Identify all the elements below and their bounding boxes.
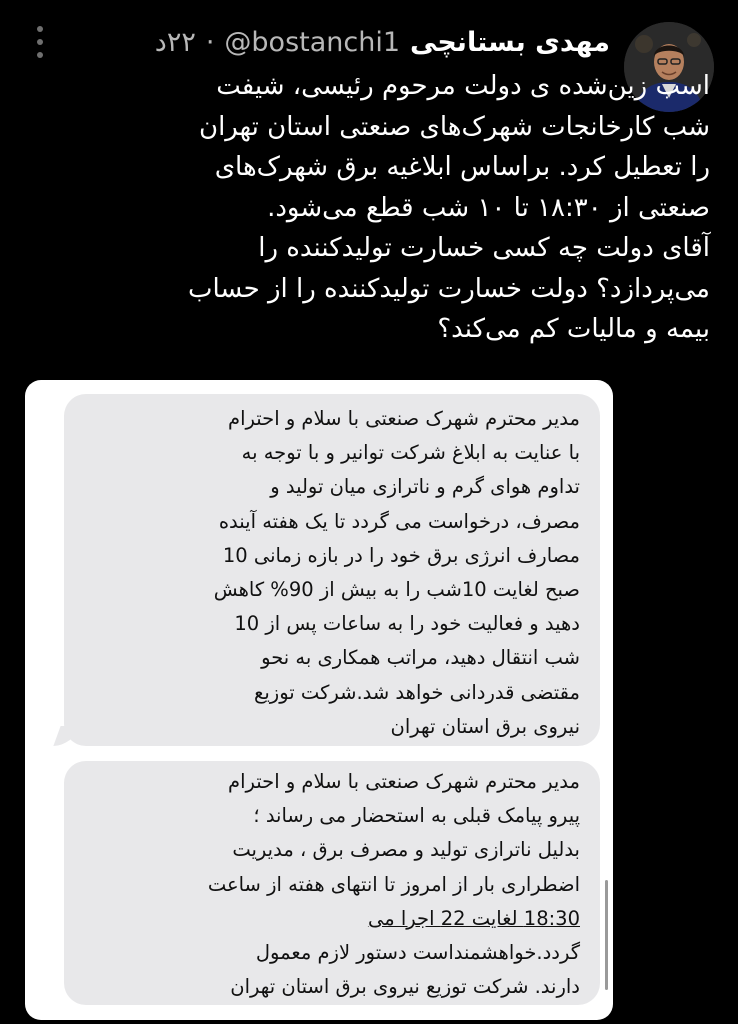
- time-separator: ·: [205, 26, 215, 58]
- sms-bubble: [64, 394, 600, 746]
- display-name[interactable]: مهدی بستانچی: [410, 26, 610, 58]
- sms-line: نیروی برق استان تهران: [390, 714, 580, 738]
- tweet-text: [20, 66, 710, 350]
- sms-line: مدیر محترم شهرک صنعتی با سلام و احترام: [228, 407, 580, 430]
- tweet-text-line: بیمه و مالیات کم می‌کند؟: [437, 314, 710, 344]
- sms-line: پیرو پیامک قبلی به استحضار می رساند ؛: [253, 804, 580, 828]
- sms-line: مدیر محترم شهرک صنعتی با سلام و احترام: [228, 770, 580, 793]
- tweet-text-line: صنعتی از ۱۸:۳۰ تا ۱۰ شب قطع می‌شود.: [267, 192, 710, 223]
- user-handle[interactable]: @bostanchi1: [224, 26, 401, 58]
- tweet-header: [155, 22, 610, 62]
- scrollbar: [605, 880, 608, 990]
- sms-line: مقتضی قدردانی خواهد شد.شرکت توزیع: [254, 680, 580, 704]
- tweet-text-line: می‌پردازد؟ دولت خسارت تولیدکننده را از حساب: [188, 273, 710, 304]
- sms-line: دارند. شرکت توزیع نیروی برق استان تهران: [230, 975, 580, 999]
- tweet-text-line: آقای دولت چه کسی خسارت تولیدکننده را: [258, 233, 710, 263]
- tweet-media-image[interactable]: [25, 380, 613, 1020]
- sms-line: گردد.خواهشمنداست دستور لازم معمول: [255, 941, 580, 965]
- more-vertical-icon[interactable]: [30, 26, 50, 58]
- sms-line: بدلیل ناترازی تولید و مصرف برق ، مدیریت: [232, 838, 580, 862]
- tweet-time[interactable]: ۲۲د: [154, 26, 196, 58]
- sms-line: شب انتقال دهید، مراتب همکاری به نحو: [261, 646, 580, 670]
- sms-line: مصرف، درخواست می گردد تا یک هفته آینده: [218, 509, 580, 533]
- sms-bubble: [64, 761, 600, 1005]
- tweet-text-line: را تعطیل کرد. براساس ابلاغیه برق شهرک‌های: [214, 152, 710, 182]
- tweet-text-line: شب کارخانجات شهرک‌های صنعتی استان تهران: [198, 111, 710, 142]
- sms-line: مصارف انرژی برق خود را در بازه زمانی 10: [222, 543, 580, 567]
- sms-line: اضطراری بار از امروز تا انتهای هفته از ساعت: [207, 872, 580, 896]
- more-dot: [37, 39, 43, 45]
- sms-line: صبح لغایت 10شب را به بیش از 90% کاهش: [213, 578, 580, 602]
- more-dot: [37, 26, 43, 32]
- sms-line: تداوم هوای گرم و ناترازی میان تولید و: [270, 475, 580, 499]
- sms-line: دهید و فعالیت خود را به ساعات پس از 10: [234, 612, 580, 636]
- tweet-text-line: اسب زین‌شده ی دولت مرحوم رئیسی، شیفت: [216, 71, 710, 101]
- sms-line: با عنایت به ابلاغ شرکت توانیر و با توجه به: [241, 441, 580, 465]
- more-dot: [37, 52, 43, 58]
- sms-line: 18:30 لغایت 22 اجرا می: [367, 906, 580, 930]
